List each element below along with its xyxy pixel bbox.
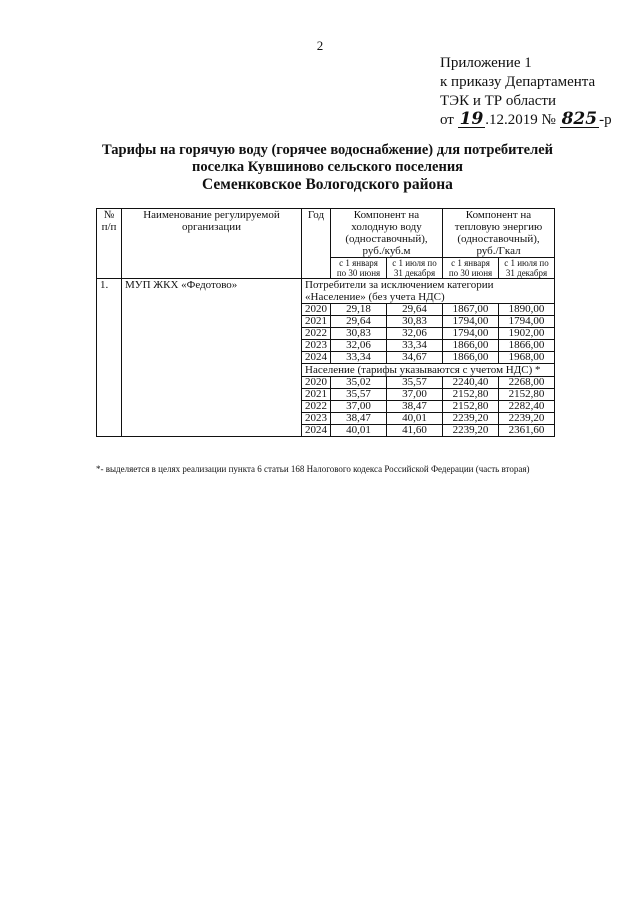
date-rest: .12.2019 №	[485, 112, 556, 128]
value-cell-cold-h2: 40,01	[387, 413, 443, 425]
value-cell-heat-h1: 1866,00	[443, 340, 499, 352]
value-cell-heat-h1: 1866,00	[443, 352, 499, 364]
value-cell-cold-h2: 34,67	[387, 352, 443, 364]
header-cold-period-1: с 1 января по 30 июня	[331, 258, 387, 279]
value-cell-cold-h1: 29,64	[331, 316, 387, 328]
value-cell-cold-h2: 33,34	[387, 340, 443, 352]
value-cell-heat-h1: 1794,00	[443, 328, 499, 340]
value-cell-cold-h2: 32,06	[387, 328, 443, 340]
value-cell-cold-h1: 38,47	[331, 413, 387, 425]
value-cell-cold-h1: 30,83	[331, 328, 387, 340]
title-line-2: поселка Кувшиново сельского поселения	[191, 159, 464, 175]
value-cell-heat-h2: 2361,60	[499, 425, 555, 437]
year-cell: 2021	[302, 316, 331, 328]
value-cell-cold-h2: 29,64	[387, 304, 443, 316]
value-cell-heat-h1: 2152,80	[443, 389, 499, 401]
value-cell-cold-h1: 33,34	[331, 352, 387, 364]
year-cell: 2022	[302, 328, 331, 340]
value-cell-heat-h1: 2152,80	[443, 401, 499, 413]
value-cell-heat-h1: 2240,40	[443, 377, 499, 389]
value-cell-cold-h2: 35,57	[387, 377, 443, 389]
page-number: 2	[316, 38, 324, 53]
year-cell: 2021	[302, 389, 331, 401]
header-organization: Наименование регулируемой организации	[122, 209, 302, 279]
value-cell-heat-h2: 1890,00	[499, 304, 555, 316]
table-body	[97, 279, 555, 437]
value-cell-heat-h2: 2152,80	[499, 389, 555, 401]
value-cell-cold-h1: 40,01	[331, 425, 387, 437]
appendix-line-2: к приказу Департамента	[440, 74, 596, 90]
value-cell-heat-h2: 2239,20	[499, 413, 555, 425]
value-cell-heat-h2: 2282,40	[499, 401, 555, 413]
value-cell-cold-h1: 29,18	[331, 304, 387, 316]
value-cell-cold-h2: 37,00	[387, 389, 443, 401]
value-cell-cold-h1: 35,02	[331, 377, 387, 389]
year-cell: 2023	[302, 413, 331, 425]
value-cell-cold-h2: 38,47	[387, 401, 443, 413]
header-heat-period-2: с 1 июля по 31 декабря	[499, 258, 555, 279]
footnote: *- выделяется в целях реализации пункта 6 статьи 168 Налогового кодекса Российской Федерации (часть вторая)	[96, 464, 530, 474]
order-number-handwritten: 825	[561, 109, 598, 129]
value-cell-heat-h2: 2268,00	[499, 377, 555, 389]
header-year: Год	[302, 209, 331, 279]
order-suffix: -р	[599, 112, 612, 128]
value-cell-cold-h2: 30,83	[387, 316, 443, 328]
appendix-block	[440, 54, 612, 130]
value-cell-heat-h2: 1794,00	[499, 316, 555, 328]
year-cell: 2020	[302, 377, 331, 389]
value-cell-heat-h1: 1867,00	[443, 304, 499, 316]
header-thermal-energy: Компонент на тепловую энергию (одноставочный), руб./Гкал	[443, 209, 555, 258]
header-heat-period-1: с 1 января по 30 июня	[443, 258, 499, 279]
title-line-1: Тарифы на горячую воду (горячее водоснабжение) для потребителей	[101, 142, 554, 158]
row-number: 1.	[97, 279, 122, 437]
value-cell-heat-h2: 1968,00	[499, 352, 555, 364]
value-cell-heat-h1: 2239,20	[443, 413, 499, 425]
value-cell-cold-h1: 35,57	[331, 389, 387, 401]
date-day-handwritten: 19	[459, 109, 484, 129]
header-number: № п/п	[97, 209, 122, 279]
value-cell-cold-h1: 37,00	[331, 401, 387, 413]
year-cell: 2022	[302, 401, 331, 413]
section-row	[97, 279, 555, 304]
value-cell-heat-h2: 1866,00	[499, 340, 555, 352]
year-cell: 2024	[302, 352, 331, 364]
value-cell-cold-h2: 41,60	[387, 425, 443, 437]
header-cold-period-2: с 1 июля по 31 декабря	[387, 258, 443, 279]
value-cell-heat-h1: 1794,00	[443, 316, 499, 328]
title-line-3: Семенковское Вологодского района	[202, 176, 453, 193]
value-cell-cold-h1: 32,06	[331, 340, 387, 352]
tariffs-table	[96, 208, 555, 437]
organization-name: МУП ЖКХ «Федотово»	[122, 279, 302, 437]
year-cell: 2024	[302, 425, 331, 437]
date-prefix: от	[440, 112, 454, 128]
appendix-line-1: Приложение 1	[440, 55, 532, 71]
appendix-date-line	[440, 111, 612, 130]
document-title	[95, 142, 560, 193]
value-cell-heat-h1: 2239,20	[443, 425, 499, 437]
year-cell: 2023	[302, 340, 331, 352]
year-cell: 2020	[302, 304, 331, 316]
section-label: Потребители за исключением категории «Население» (без учета НДС)	[302, 279, 555, 304]
header-cold-water: Компонент на холодную воду (одноставочный), руб./куб.м	[331, 209, 443, 258]
section-label: Население (тарифы указываются с учетом НДС) *	[302, 364, 555, 377]
value-cell-heat-h2: 1902,00	[499, 328, 555, 340]
appendix-line-3: ТЭК и ТР области	[440, 93, 556, 109]
